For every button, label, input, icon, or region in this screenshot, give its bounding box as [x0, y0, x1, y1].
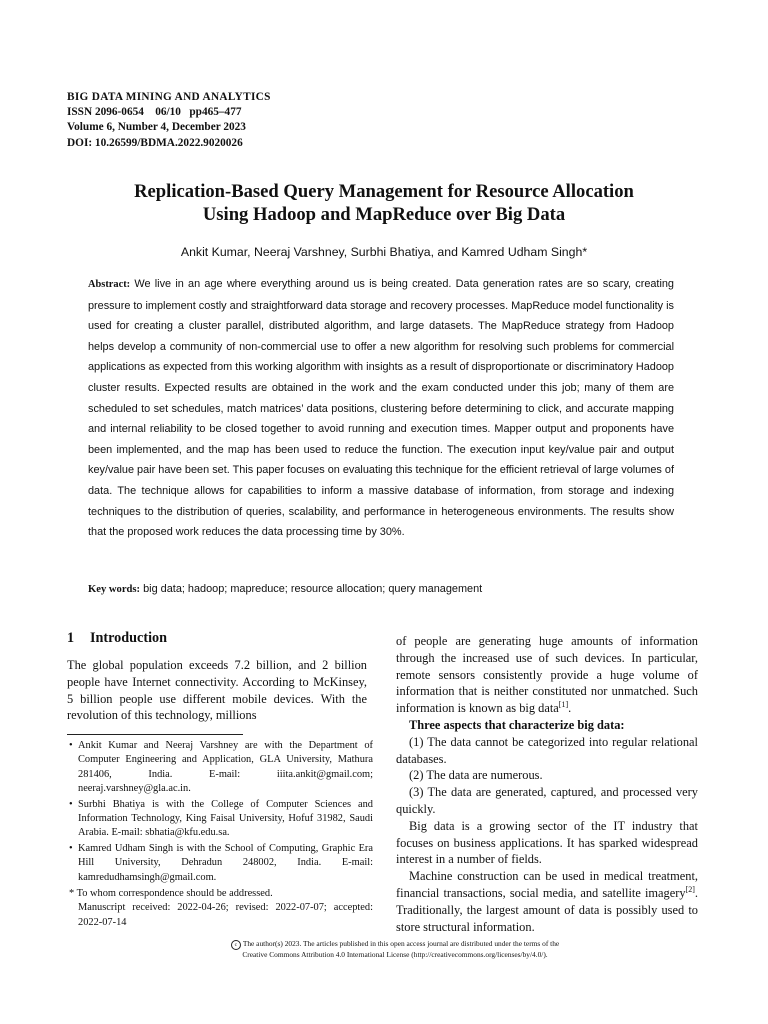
bullet-icon: • [69, 843, 73, 855]
footnote-affiliation-1 [67, 739, 373, 796]
citation-2: [2] [685, 884, 695, 894]
license-notice [160, 939, 630, 960]
paragraph-text: of people are generating huge amounts of information through the increased use of such devices. In particular, remote sensors consistently provide a huge volume of information that is neither constituted nor unmatched. Such information is known as big data [396, 634, 698, 716]
footnotes [67, 739, 373, 930]
bullet-icon: • [69, 740, 73, 751]
copyright-icon: c [231, 940, 241, 950]
right-column [396, 633, 698, 935]
keywords-text: big data; hadoop; mapreduce; resource allocation; query management [143, 583, 483, 595]
intro-paragraph: The global population exceeds 7.2 billion, and 2 billion people have Internet connectivity. According to McKinsey, 5 billion people use different mobile devices. With the revolution of this technology, millions [67, 658, 367, 723]
aspect-item-2: (2) The data are numerous. [409, 768, 543, 783]
paragraph-text: Machine construction can be used in medical treatment, financial transactions, social media, and satellite imagery [396, 869, 698, 900]
aspect-item-1: (1) The data cannot be categorized into regular relational databases. [396, 734, 698, 766]
issn-line: ISSN 2096-0654 06/10 pp465–477 [67, 106, 242, 119]
journal-header [67, 90, 271, 151]
journal-name: BIG DATA MINING AND ANALYTICS [67, 91, 271, 103]
keywords-label: Key words: [88, 584, 141, 595]
keywords [88, 583, 688, 595]
abstract [88, 274, 674, 543]
license-line-2: Creative Commons Attribution 4.0 International License (http://creativecommons.org/licenses/by/4.0/). [242, 950, 548, 959]
abstract-label: Abstract: [88, 279, 131, 290]
left-column [67, 657, 367, 724]
correspondence-note: * To whom correspondence should be addressed. [69, 887, 273, 899]
paragraph-big-data-intro [396, 633, 698, 717]
paragraph-end: . Traditionally, the largest amount of data is possibly used to store structural information. [396, 885, 698, 934]
citation-1: [1] [558, 700, 569, 710]
paragraph-it-industry: Big data is a growing sector of the IT industry that focuses on business applications. It has sparked widespread interest in a number of fields. [396, 818, 698, 867]
title-line-2: Using Hadoop and MapReduce over Big Data [202, 204, 566, 225]
section-title: Introduction [90, 630, 167, 646]
manuscript-dates: Manuscript received: 2022-04-26; revised: 2022-07-07; accepted: 2022-07-14 [78, 902, 373, 928]
section-number: 1 [67, 630, 75, 646]
paragraph-machine-construction [396, 868, 698, 935]
aspects-heading: Three aspects that characterize big data: [409, 717, 625, 732]
footnote-text: Kamred Udham Singh is with the School of Computing, Graphic Era Hill University, Dehradun 248002, India. E-mail: kamredudhamsingh@gmail.com. [78, 843, 373, 883]
license-line-1: The author(s) 2023. The articles published in this open access journal are distributed under the terms of the [242, 939, 560, 948]
footnote-affiliation-2 [67, 798, 373, 841]
paper-title [40, 180, 728, 226]
paragraph-end: . [568, 701, 572, 716]
volume-line: Volume 6, Number 4, December 2023 [67, 121, 246, 134]
section-heading-introduction [67, 630, 167, 647]
bullet-icon: • [69, 798, 73, 810]
footnote-divider [67, 734, 243, 735]
footnote-text: Surbhi Bhatiya is with the College of Computer Sciences and Information Technology, King Faisal University, Hofuf 31982, Saudi Arabia. E-mail: sbhatia@kfu.edu.sa. [78, 798, 373, 839]
footnote-affiliation-3 [67, 842, 373, 885]
aspect-item-3: (3) The data are generated, captured, and processed very quickly. [396, 785, 698, 816]
footnote-text: Ankit Kumar and Neeraj Varshney are with the Department of Computer Engineering and Application, GLA University, Mathura 281406, India. E-mail: iiita.ankit@gmail.com; neeraj.varshney@gla.ac.in. [78, 740, 373, 794]
title-line-1: Replication-Based Query Management for Resource Allocation [134, 181, 634, 202]
doi-line: DOI: 10.26599/BDMA.2022.9020026 [67, 136, 243, 149]
author-list: Ankit Kumar, Neeraj Varshney, Surbhi Bhatiya, and Kamred Udham Singh* [180, 245, 588, 259]
abstract-text: We live in an age where everything around us is being created. Data generation rates are so scary, creating pressure to implement costly and straightforward data storage and recovery processes. MapReduce model functionality is used for creating a cluster parallel, distributed algorithm, and large datasets. The MapReduce strategy from Hadoop helps develop a community of non-commercial use to offer a new algorithm for resolving such problems for commercial applications as expected from this working algorithm with insights as a result of disproportionate or discriminatory Hadoop cluster results. Expected results are obtained in the work and the exam conducted under this job; many of them are scheduled to set schedules, match matrices’ data positions, clustering before determining to click, and accurate mapping and internal reliability to be closed together to avoid running and execution times. Mapper output and proponents have been implemented, and the map has been used to reduce the function. The execution input key/value pair and output key/value pair have been set. This paper focuses on evaluating this technique for the efficient retrieval of large volumes of data. The technique allows for capabilities to inform a massive database of information, from storage and indexing techniques to the distribution of queries, scalability, and performance in heterogeneous environments. The results show that the proposed work reduces the data processing time by 30%. [88, 278, 674, 539]
